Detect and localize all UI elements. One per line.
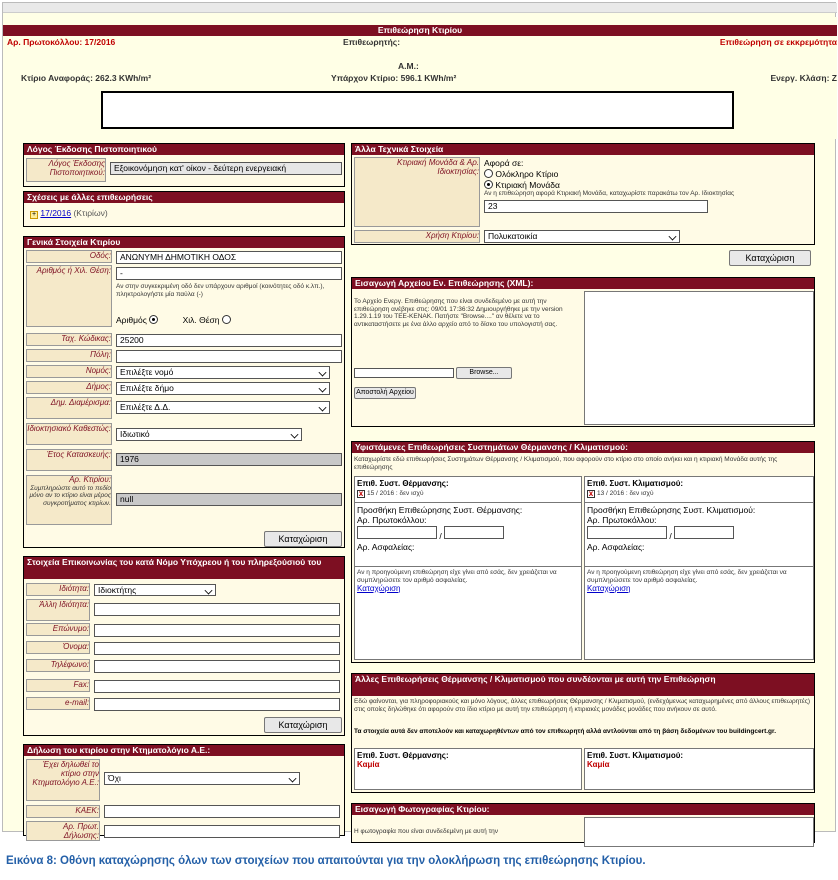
unit-hint: Αν η επιθεώρηση αφορά Κτιριακή Μονάδα, καταχωρίστε παρακάτω τον Αρ. Ιδιοκτησίας: [484, 190, 735, 197]
declared-select[interactable]: [104, 772, 300, 785]
cool-note: Αν η προηγούμενη επιθεώρηση είχε γίνει από εσάς, δεν χρειάζεται να συμπληρώσετε τον αριθμό ασφαλείας.: [587, 569, 787, 584]
upload-button[interactable]: Αποστολή Αρχείου: [354, 387, 416, 399]
kaek-label: ΚΑΕΚ:: [26, 805, 100, 818]
building-number-label-text: Αρ. Κτιρίου:: [69, 475, 111, 484]
xml-description: Το Αρχείο Ενεργ. Επιθεώρησης που είναι συνδεδεμένο με αυτή την επιθεώρηση ανέβηκε στις: 09/01 17:36:32 Δημιουργήθηκε με την version 1.29.1.19 του ΤΕΕ-ΚΕΝΑΚ. Πατήστε "Browse...." αν θέλετε να το αντικαταστήσετε με ένα άλλο αρχείο από το δίσκο του υπολογιστή σας.: [354, 298, 563, 328]
chevron-down-icon: [669, 233, 677, 241]
heat-protocol-label: Αρ. Πρωτοκόλλου:: [357, 515, 427, 525]
inspector-label: Επιθεωρητής:: [343, 37, 401, 47]
building-number-input[interactable]: null: [116, 493, 342, 506]
cool-save-link[interactable]: Καταχώριση: [587, 584, 631, 593]
cadastre-section: [23, 744, 345, 840]
photo-preview: [584, 817, 814, 847]
number-input[interactable]: -: [116, 267, 342, 280]
relation-item[interactable]: [30, 208, 108, 219]
systems-section: [351, 441, 815, 663]
add-cool-block: Προσθήκη Επιθεώρησης Συστ. Κλιματισμού: Αρ. Πρωτοκόλλου: / Αρ. Ασφαλείας:: [585, 502, 813, 554]
tech-section: [351, 143, 815, 245]
heat-insurance-label: Αρ. Ασφαλείας:: [357, 542, 415, 552]
chevron-down-icon: [289, 775, 297, 783]
other-cool-title: Επιθ. Συστ. Κλιματισμού:: [587, 751, 684, 760]
heat-note-block: [355, 566, 581, 595]
number-label: Αριθμός ή Χιλ. Θέση:: [26, 265, 112, 327]
number-hint: Αν στην συγκεκριμένη οδό δεν υπάρχουν αριθμοί (κοινότητες οδό κ.λπ.), πληκτρολογήστε μία παύλα (-): [116, 283, 325, 298]
inspection-header: [3, 17, 837, 139]
heat-item-text: 15 / 2016 : δεν ισχύ: [367, 490, 424, 497]
email-input[interactable]: [94, 698, 340, 711]
cool-protocol-input[interactable]: [587, 526, 667, 539]
xml-section: [351, 277, 815, 427]
remove-icon[interactable]: x: [588, 489, 594, 498]
tk-label: Ταχ. Κώδικας:: [26, 333, 112, 346]
phone-input[interactable]: [94, 660, 340, 673]
heat-column: [354, 476, 582, 660]
prefecture-select[interactable]: [116, 366, 330, 379]
declared-label: Έχει δηλωθεί το κτίριο στην Κτηματολόγιο Α.Ε.:: [26, 759, 100, 801]
heat-note: Αν η προηγούμενη επιθεώρηση είχε γίνει από εσάς, δεν χρειάζεται να συμπληρώσετε τον αριθμό ασφαλείας.: [357, 569, 557, 584]
photo-section: [351, 803, 815, 843]
comments-box[interactable]: [101, 91, 734, 129]
unit-radio[interactable]: [484, 180, 493, 189]
expand-toggle-icon[interactable]: +: [31, 211, 37, 218]
building-number-hint: Συμπληρώστε αυτό το πεδίο μόνο αν το κτίριο είναι μέρος συγκροτήματος κτιρίων.: [29, 484, 111, 507]
chevron-down-icon: [291, 431, 299, 439]
ownership-value: Ιδιωτικό: [120, 429, 150, 439]
fax-input[interactable]: [94, 680, 340, 693]
energy-class: Ενεργ. Κλάση: Ζ: [770, 73, 837, 83]
municipality-value: Επιλέξτε δήμο: [120, 383, 174, 393]
chevron-down-icon: [205, 587, 213, 595]
whole-building-radio[interactable]: [484, 169, 493, 178]
figure-caption: Εικόνα 8: Οθόνη καταχώρησης όλων των στοιχείων που απαιτούνται για την ολοκλήρωση της επιθεώρησης Κτιρίου.: [6, 855, 646, 867]
heat-year-input[interactable]: [444, 526, 504, 539]
cool-item: [585, 490, 813, 498]
contact-section: [23, 556, 345, 736]
am-label: Α.Μ.:: [398, 61, 419, 71]
surname-label: Επώνυμο:: [26, 623, 90, 636]
use-value: Πολυκατοικία: [488, 231, 538, 241]
relation-link[interactable]: 17/2016: [40, 208, 72, 218]
cool-year-input[interactable]: [674, 526, 734, 539]
relations-section: [23, 191, 345, 227]
remove-icon[interactable]: x: [358, 489, 364, 498]
name-input[interactable]: [94, 642, 340, 655]
fax-label: Fax:: [26, 679, 90, 692]
policy-label: Αρ. Πρωτ. Δήλωσης:: [26, 821, 100, 841]
other-heat-title: Επιθ. Συστ. Θέρμανσης:: [357, 751, 449, 760]
numeric-radio[interactable]: [149, 315, 158, 324]
add-cool-label: Προσθήκη Επιθεώρησης Συστ. Κλιματισμού:: [587, 505, 756, 515]
whole-building-option[interactable]: [484, 169, 814, 179]
kaek-input[interactable]: [104, 805, 340, 818]
screenshot: [2, 2, 837, 840]
chevron-down-icon: [319, 385, 327, 393]
general-title: Γενικά Στοιχεία Κτιρίου: [24, 237, 344, 248]
heat-save-link[interactable]: Καταχώριση: [357, 584, 401, 593]
file-path-input[interactable]: [354, 368, 454, 378]
systems-description: Καταχωρίστε εδώ επιθεωρήσεις Συστημάτων Θέρμανσης / Κλιματισμού, που αφορούν στο κτίριο στο οποίο ανήκει και η κτιριακή Μονάδα αυτής της επιθεώρησης: [354, 456, 778, 471]
other-relation-label: Άλλη Ιδιότητα:: [26, 599, 90, 621]
cool-title: Επιθ. Συστ. Κλιματισμού:: [587, 479, 684, 488]
concerns-label: Αφορά σε:: [484, 158, 524, 168]
city-input[interactable]: [116, 350, 342, 363]
declared-value: Όχι: [108, 773, 121, 783]
reference-building-energy: Κτίριο Αναφοράς: 262.3 KWh/m²: [21, 73, 152, 83]
cool-note-block: [585, 566, 813, 595]
phone-label: Τηλέφωνο:: [26, 659, 90, 672]
prefecture-value: Επιλέξτε νομό: [120, 367, 174, 377]
policy-input[interactable]: [104, 825, 340, 838]
relation-select[interactable]: [94, 584, 216, 596]
tech-save-button[interactable]: Καταχώριση: [729, 250, 811, 266]
other-relation-input[interactable]: [94, 603, 340, 616]
cool-column: [584, 476, 814, 660]
unit-option[interactable]: [484, 180, 814, 190]
prefecture-label: Νομός:: [26, 365, 112, 378]
add-heat-block: Προσθήκη Επιθεώρησης Συστ. Θέρμανσης: Αρ. Πρωτοκόλλου: / Αρ. Ασφαλείας:: [355, 502, 581, 554]
cool-item-text: 13 / 2016 : δεν ισχύ: [597, 490, 654, 497]
street-label: Οδός:: [26, 250, 112, 263]
year-input[interactable]: 1976: [116, 453, 342, 466]
number-type-radios: [116, 315, 231, 325]
email-label: e-mail:: [26, 697, 90, 710]
other-heat: [354, 748, 582, 790]
relation-kind: (Κτιρίων): [71, 208, 108, 218]
relation-value: Ιδιοκτήτης: [98, 585, 137, 595]
km-radio[interactable]: [222, 315, 231, 324]
reason-value[interactable]: Εξοικονόμηση κατ' οίκον - δεύτερη ενεργειακή: [110, 162, 342, 175]
other-description: Εδώ φαίνονται, για πληροφοριακούς και μόνο λόγους, άλλες επιθεωρήσεις Θέρμανσης / Κλιματισμού, (ενδεχόμενως καταχωρημένες από άλλους επιθεωρητές) στις οποίες δηλώθηκε ότι αφορούν στο ίδιο κτίριο με αυτή την επιθεώρηση ή κτιριακές μονάδες μονάδες που ανήκουν σε αυτό.: [354, 698, 811, 713]
page-title: Επιθεώρηση Κτιρίου: [3, 25, 837, 36]
heat-title: Επιθ. Συστ. Θέρμανσης:: [357, 479, 449, 488]
building-number-label: [26, 475, 112, 525]
name-label: Όνομα:: [26, 641, 90, 654]
cadastre-title: Δήλωση του κτιρίου στην Κτηματολόγιο Α.Ε.:: [24, 745, 344, 756]
xml-title: Εισαγωγή Αρχείου Εν. Επιθεώρησης (XML):: [352, 278, 814, 289]
browse-button[interactable]: Browse...: [456, 367, 512, 379]
chevron-down-icon: [319, 404, 327, 412]
use-select[interactable]: [484, 230, 680, 243]
reason-title: Λόγος Έκδοσης Πιστοποιητικού: [24, 144, 344, 155]
district-value: Επιλέξτε Δ.Δ.: [120, 402, 171, 412]
reason-label: Λόγος Έκδοσης Πιστοποιητικού:: [26, 158, 106, 182]
other-section: [351, 673, 815, 793]
xml-preview-panel: [584, 291, 814, 425]
systems-title: Υφιστάμενες Επιθεωρήσεις Συστημάτων Θέρμανσης / Κλιματισμού:: [352, 442, 814, 453]
other-heat-none: Καμία: [357, 760, 380, 769]
numeric-option-label: Αριθμός: [116, 315, 147, 325]
add-heat-label: Προσθήκη Επιθεώρησης Συστ. Θέρμανσης:: [357, 505, 523, 515]
ownership-label: Ιδιοκτησιακό Καθεστώς:: [26, 423, 112, 445]
relation-label: Ιδιότητα:: [26, 583, 90, 596]
heat-protocol-input[interactable]: [357, 526, 437, 539]
general-section: [23, 236, 345, 548]
other-note: Τα στοιχεία αυτά δεν αποτελούν και καταχωρηθέντων από τον επιθεωρητή αλλά αντλούνται από τη βάση δεδομένων του buildingcert.gr.: [354, 728, 777, 735]
unit-number-input[interactable]: 23: [484, 200, 708, 213]
status-text: Επιθεώρηση σε εκκρεμότητα: [719, 37, 837, 47]
general-save-button[interactable]: Καταχώριση: [264, 531, 342, 547]
unit-label: Κτιριακή Μονάδα & Αρ. Ιδιοκτησίας:: [354, 157, 480, 227]
surname-input[interactable]: [94, 624, 340, 637]
existing-building-energy: Υπάρχον Κτίριο: 596.1 KWh/m²: [331, 73, 457, 83]
street-input[interactable]: ΑΝΩΝΥΜΗ ΔΗΜΟΤΙΚΗ ΟΔΟΣ: [116, 251, 342, 264]
contact-title: Στοιχεία Επικοινωνίας του κατά Νόμο Υπόχρεου ή του πληρεξούσιού του: [24, 557, 344, 579]
contact-save-button[interactable]: Καταχώριση: [264, 717, 342, 733]
other-cool: [584, 748, 814, 790]
browser-top-strip: [3, 3, 837, 13]
other-title: Άλλες Επιθεωρήσεις Θέρμανσης / Κλιματισμού που συνδέονται με αυτή την Επιθεώρηση: [352, 674, 814, 696]
protocol-number: Αρ. Πρωτοκόλλου: 17/2016: [7, 37, 116, 47]
city-label: Πόλη:: [26, 349, 112, 362]
district-select[interactable]: [116, 401, 330, 414]
km-option-label: Χιλ. Θέση: [182, 315, 220, 325]
ownership-select[interactable]: [116, 428, 302, 441]
year-label: Έτος Κατασκευής:: [26, 449, 112, 471]
tech-title: Άλλα Τεχνικά Στοιχεία: [352, 144, 814, 155]
other-cool-none: Καμία: [587, 760, 610, 769]
unit-text: Κτιριακή Μονάδα: [495, 180, 560, 190]
use-label: Χρήση Κτιρίου:: [354, 230, 480, 243]
municipality-select[interactable]: [116, 382, 330, 395]
unit-fields: [484, 158, 814, 228]
chevron-down-icon: [319, 369, 327, 377]
cool-protocol-label: Αρ. Πρωτοκόλλου:: [587, 515, 657, 525]
photo-title: Εισαγωγή Φωτογραφίας Κτιρίου:: [352, 804, 814, 815]
reason-section: [23, 143, 345, 187]
heat-item: [355, 490, 581, 498]
relations-title: Σχέσεις με άλλες επιθεωρήσεις: [24, 192, 344, 203]
municipality-label: Δήμος:: [26, 381, 112, 394]
cool-insurance-label: Αρ. Ασφαλείας:: [587, 542, 645, 552]
tk-input[interactable]: 25200: [116, 334, 342, 347]
whole-building-text: Ολόκληρο Κτίριο: [495, 169, 559, 179]
photo-description: Η φωτογραφία που είναι συνδεδεμένη με αυτή την: [354, 828, 499, 835]
district-label: Δημ. Διαμέρισμα:: [26, 397, 112, 419]
